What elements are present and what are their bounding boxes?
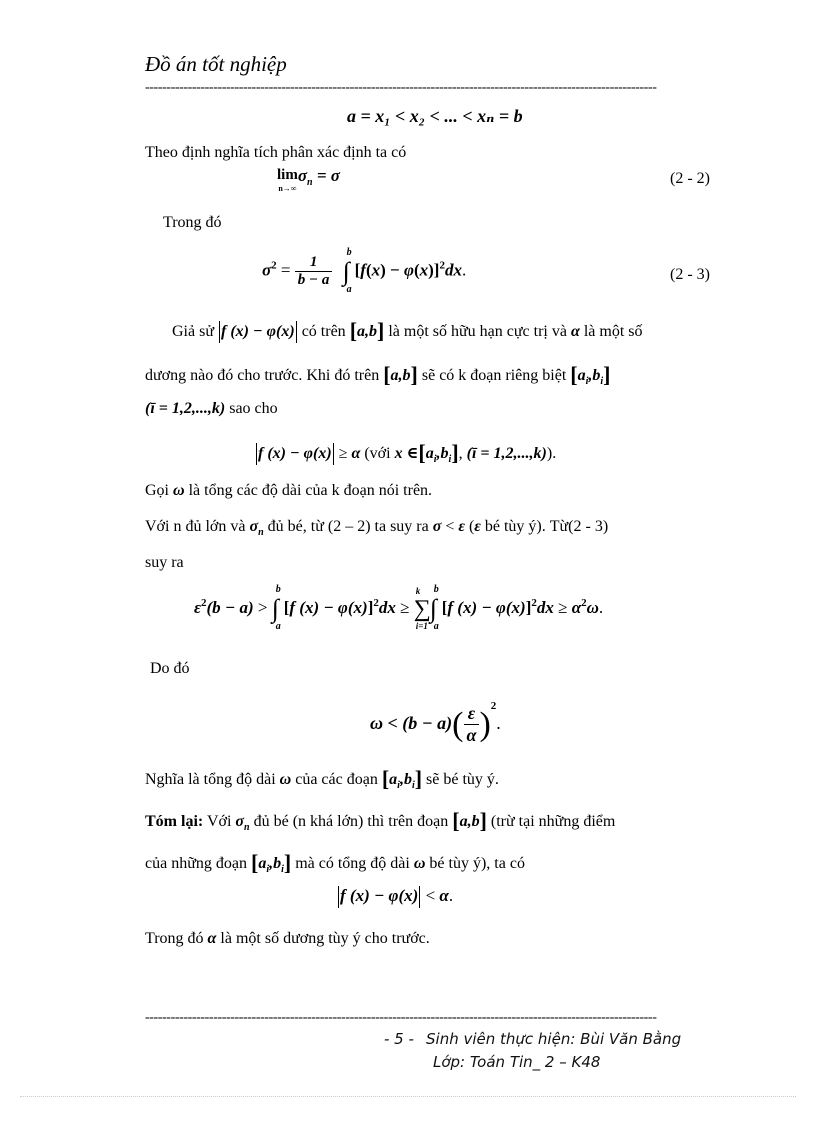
- text-trong-do-final: Trong đó α là một số dương tùy ý cho trước.: [145, 930, 430, 947]
- text-omega: Gọi ω là tổng các độ dài của k đoạn nói trên.: [145, 482, 433, 499]
- text-tom-lai: Tóm lại: Với $\sigma_n$ đủ bé (n khá lớn) thì trên đoạn [a,b] (trừ tại những điểm: [145, 808, 616, 833]
- text-cua-nhung-doan: của những đoạn $[a_i,b_i]$ mà có tổng độ dài ω bé tùy ý), ta có: [145, 850, 525, 875]
- footer-class: Lớp: Toán Tin_ 2 – K48: [433, 1053, 601, 1071]
- eq-sigma-squared: $\sigma^2$ = $\frac{1}{b - a}$ ∫ b a $[f(x) - \varphi(x)]^2dx$.: [262, 246, 467, 295]
- footer-rule: ------------------------------------------------------------------------------------------------------------------------: [145, 1010, 657, 1025]
- page-bottom-border: [20, 1096, 796, 1097]
- eq-limit: lim $^{n\to\infty}\sigma_n = \sigma$: [277, 166, 340, 193]
- text-trong-do: Trong đó: [163, 214, 222, 231]
- footer-page-number: - 5 -: [384, 1030, 414, 1048]
- header-rule: ------------------------------------------------------------------------------------------------------------------------: [145, 80, 657, 95]
- eq-label-2-3: (2 - 3): [670, 266, 710, 283]
- eq-final: f (x) − φ(x) < α.: [337, 886, 453, 908]
- text-index-range: (ī = 1,2,...,k) sao cho: [145, 400, 278, 417]
- text-duong: dương nào đó cho trước. Khi đó trên [a,b] sẽ có k đoạn riêng biệt $[a_i,b_i]$: [145, 362, 611, 387]
- text-voi-n: Với n đủ lớn và $\sigma_n$ đủ bé, từ (2 – 2) ta suy ra σ < ε (ε bé tùy ý). Từ(2 - 3): [145, 518, 609, 538]
- eq-label-2-2: (2 - 2): [670, 170, 710, 187]
- eq-omega-bound: ω < (b − a)( $\frac{\varepsilon}{\alpha}$ )$^2$.: [370, 700, 501, 746]
- eq-inequality-chain: $\varepsilon^2(b - a)$ > ∫ b a [f (x) − φ(x)]$^2$dx ≥ ∑ k i=1 ∫ b a [f $(x) - \varphi(x)]^2dx \ge \alpha^2\omega$.: [194, 584, 604, 632]
- header-title: Đồ án tốt nghiệp: [145, 52, 287, 76]
- text-gia-su: Giả sử f (x) − φ(x) có trên [a,b] là một số hữu hạn cực trị và α là một số: [172, 318, 643, 343]
- text-nghia-la: Nghĩa là tổng độ dài ω của các đoạn $[a_i,b_i]$ sẽ bé tùy ý.: [145, 766, 499, 791]
- text-do-do: Do đó: [150, 660, 190, 677]
- text-suy-ra: suy ra: [145, 554, 184, 571]
- footer-author: Sinh viên thực hiện: Bùi Văn Bằng: [426, 1030, 682, 1048]
- eq-partition: a = x₁ < x₂ < ... < xₙ = b: [347, 106, 523, 126]
- eq-condition: f (x) − φ(x) ≥ α (với x $\in[a_i,b_i]$, (ī = 1,2,...,k)).: [258, 440, 557, 465]
- text-definition: Theo định nghĩa tích phân xác định ta có: [145, 144, 407, 161]
